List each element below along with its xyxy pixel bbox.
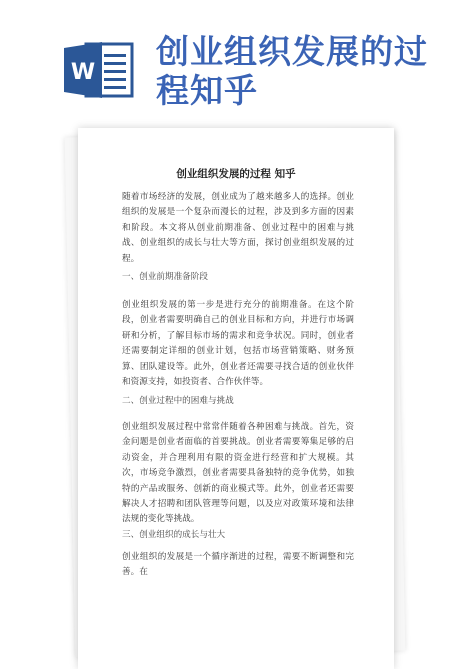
paragraph-preparation: 创业组织发展的第一步是进行充分的前期准备。在这个阶段，创业者需要明确自己的创业目标和方向，并进行市场调研和分析，了解目标市场的需求和竞争状况。同时，创业者还需要制定详细的创业计划，包括市场营销策略、财务预算、团队建设等。此外，创业者还需要寻找合适的创业伙伴和资源支持，如投资者、合作伙伴等。	[122, 300, 354, 388]
section-heading-2: 二、创业过程中的困难与挑战	[122, 396, 234, 406]
page-header	[0, 0, 474, 120]
document-page	[78, 128, 394, 669]
svg-text:W: W	[70, 60, 96, 85]
section-heading-3: 三、创业组织的成长与壮大	[122, 530, 226, 540]
banner-title: 创业组织发展的过程知乎	[156, 32, 428, 110]
paragraph-growth: 创业组织的发展是一个循序渐进的过程，需要不断调整和完善。在	[122, 552, 354, 578]
section-heading-1: 一、创业前期准备阶段	[122, 272, 208, 282]
paragraph-intro: 随着市场经济的发展，创业成为了越来越多人的选择。创业组织的发展是一个复杂而漫长的过程，涉及到多方面的因素和阶段。本文将从创业前期准备、创业过程中的困难与挑战、创业组织的成长与壮大等方面，探讨创业组织发展的过程。	[122, 192, 354, 264]
paragraph-challenges: 创业组织发展过程中常常伴随着各种困难与挑战。首先，资金问题是创业者面临的首要挑战。创业者需要筹集足够的启动资金，并合理利用有限的资金进行经营和扩大规模。其次，市场竞争激烈，创业者需要具备独特的竞争优势，如独特的产品或服务、创新的商业模式等。此外，创业者还需要解决人才招聘和团队管理等问题，以及应对政策环境和法律法规的变化等挑战。	[122, 422, 354, 525]
word-document-icon	[64, 42, 134, 98]
document-title: 创业组织发展的过程 知乎	[176, 168, 296, 180]
